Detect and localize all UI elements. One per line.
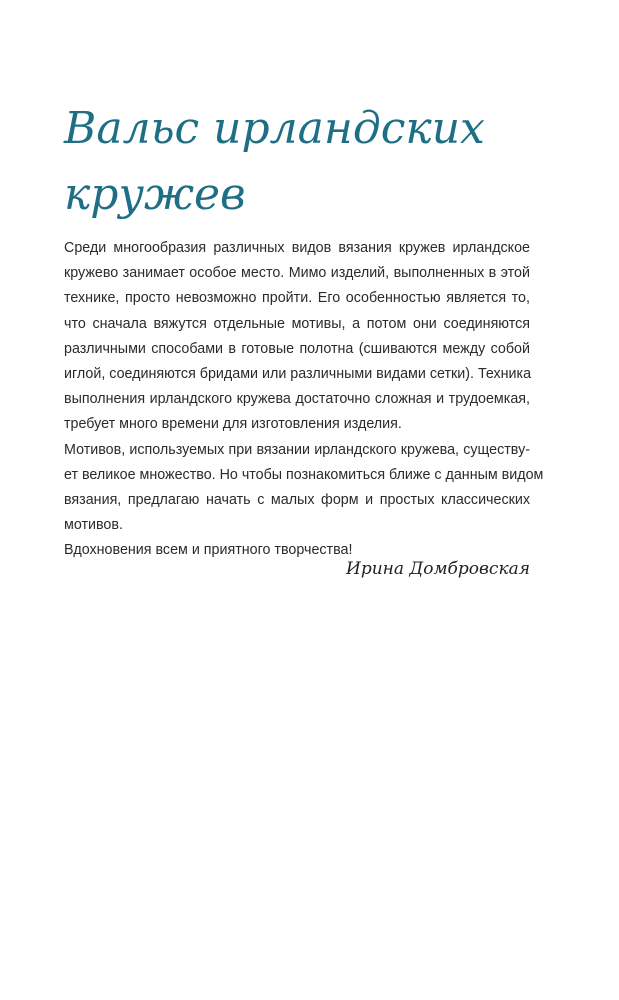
- text-line: технике, просто невозможно пройти. Его особенностью является то,: [64, 290, 530, 307]
- intro-text: [64, 236, 544, 564]
- page-title-line-1: Вальс ирландских: [64, 103, 485, 154]
- text-line: иглой, соединяются бридами или различными видами сетки). Техника: [64, 366, 532, 383]
- text-line: мотивов.: [64, 517, 123, 534]
- text-line: Мотивов, используемых при вязании ирландского кружева, существу-: [64, 441, 530, 458]
- text-line: что сначала вяжутся отдельные мотивы, а потом они соединяются: [64, 315, 530, 332]
- page-title-line-2: кружев: [64, 169, 246, 220]
- text-line: ет великое множество. Но чтобы познакомиться ближе с данным видом: [64, 466, 544, 483]
- text-line: различными способами в готовые полотна (сшиваются между собой: [64, 340, 530, 357]
- text-line: кружево занимает особое место. Мимо изделий, выполненных в этой: [64, 265, 530, 282]
- text-line: требует много времени для изготовления изделия.: [64, 416, 402, 433]
- text-line: выполнения ирландского кружева достаточно сложная и трудоемкая,: [64, 391, 530, 408]
- page-title: [64, 96, 544, 228]
- text-line: Среди многообразия различных видов вязания кружев ирландское: [64, 240, 530, 256]
- text-line: вязания, предлагаю начать с малых форм и простых классических: [64, 492, 530, 509]
- author-signature: Ирина Домбровская: [346, 559, 530, 579]
- text-line: Вдохновения всем и приятного творчества!: [64, 542, 353, 559]
